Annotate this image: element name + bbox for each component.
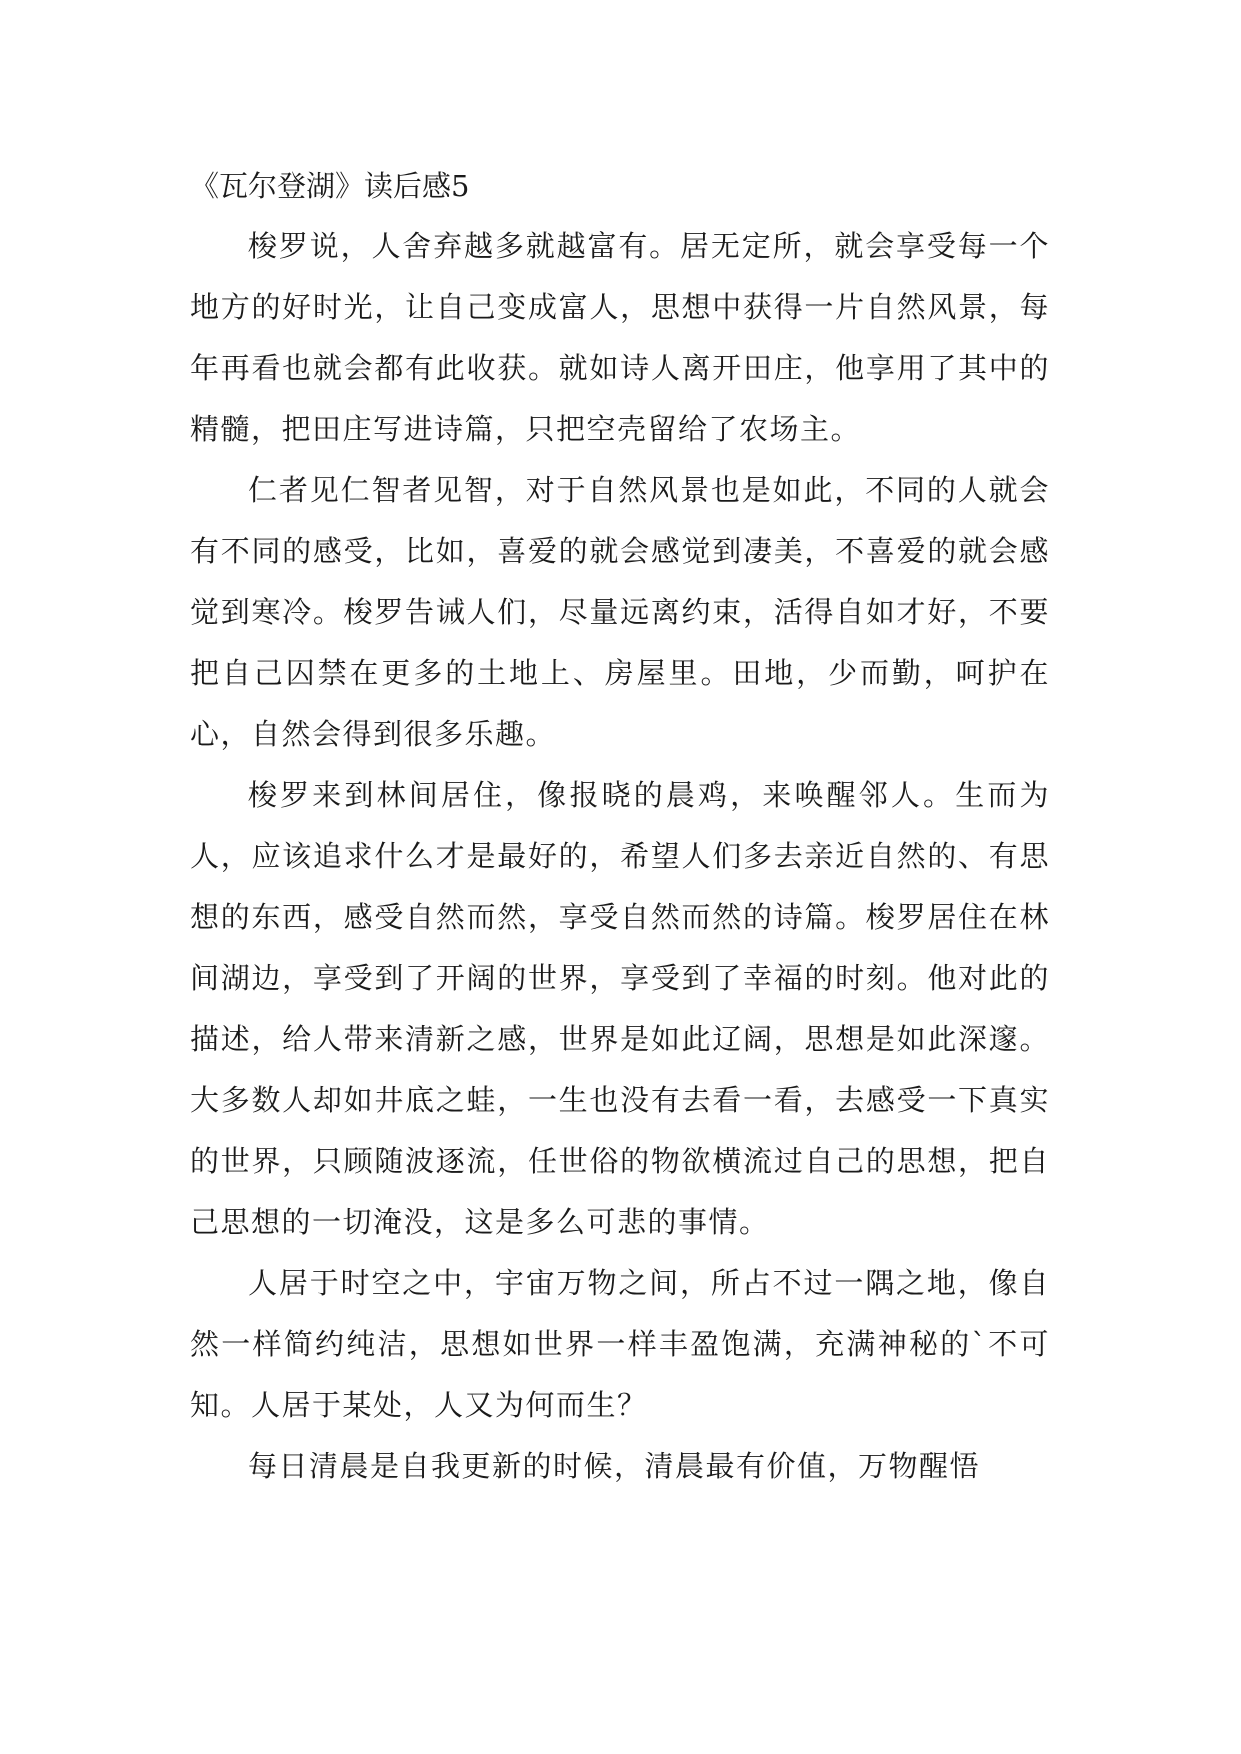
paragraph-5: 每日清晨是自我更新的时候，清晨最有价值，万物醒悟 — [248, 1449, 981, 1483]
document-body — [190, 156, 1050, 1497]
paragraph-2: 仁者见仁智者见智，对于自然风景也是如此，不同的人就会有不同的感受，比如，喜爱的就会感觉到凄美，不喜爱的就会感觉到寒冷。梭罗告诫人们，尽量远离约束，活得自如才好，不要把自己囚禁在更多的土地上、房屋里。田地，少而勤，呵护在心，自然会得到很多乐趣。 — [190, 473, 1050, 751]
paragraph-4: 人居于时空之中，宇宙万物之间，所占不过一隅之地，像自然一样简约纯洁，思想如世界一样丰盈饱满，充满神秘的`不可知。人居于某处，人又为何而生？ — [190, 1266, 1050, 1422]
paragraph-3: 梭罗来到林间居住，像报晓的晨鸡，来唤醒邻人。生而为人，应该追求什么才是最好的，希望人们多去亲近自然的、有思想的东西，感受自然而然，享受自然而然的诗篇。梭罗居住在林间湖边，享受到了开阔的世界，享受到了幸福的时刻。他对此的描述，给人带来清新之感，世界是如此辽阔，思想是如此深邃。大多数人却如井底之蛙，一生也没有去看一看，去感受一下真实的世界，只顾随波逐流，任世俗的物欲横流过自己的思想，把自己思想的一切淹没，这是多么可悲的事情。 — [190, 778, 1050, 1239]
document-title: 《瓦尔登湖》读后感5 — [190, 169, 470, 203]
paragraph-1: 梭罗说，人舍弃越多就越富有。居无定所，就会享受每一个地方的好时光，让自己变成富人，思想中获得一片自然风景，每年再看也就会都有此收获。就如诗人离开田庄，他享用了其中的精髓，把田庄写进诗篇，只把空壳留给了农场主。 — [190, 229, 1050, 446]
